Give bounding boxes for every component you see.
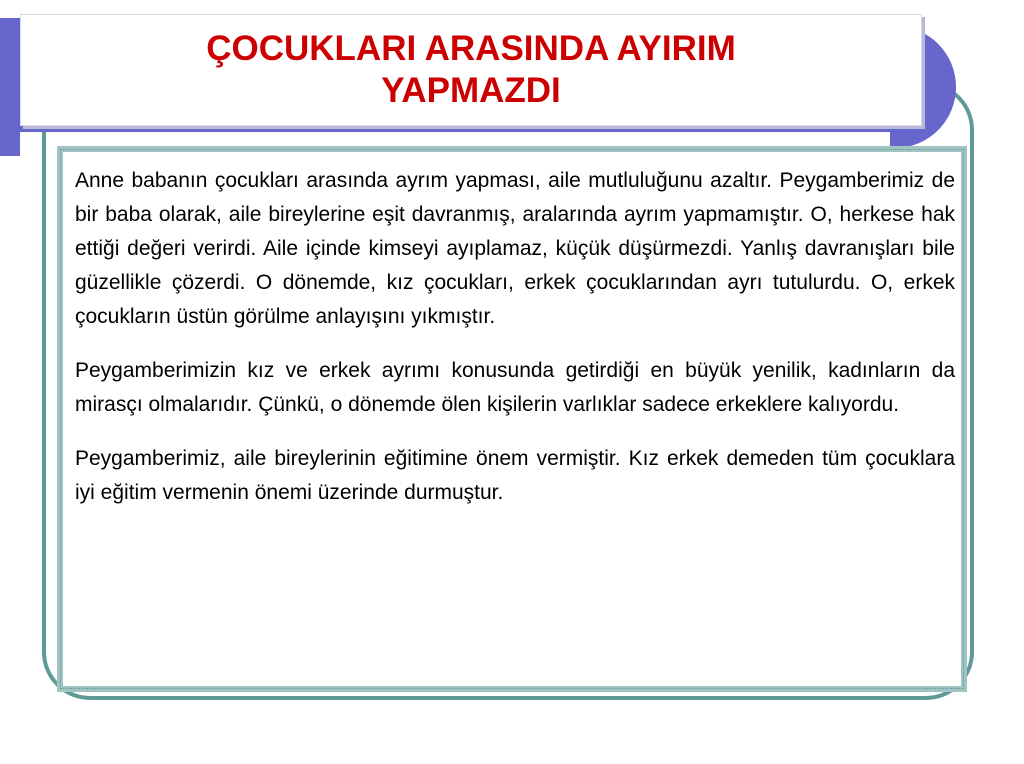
paragraph-1: Anne babanın çocukları arasında ayrım yapması, aile mutluluğunu azaltır. Peygamberimiz de bir baba olarak, aile bireylerine eşit davranmış, aralarında ayrım yapmamıştır. O, herkese hak ettiği değeri verirdi. Aile içinde kimseyi ayıplamaz, küçük düşürmezdi. Yanlış davranışları bile güzellikle çözerdi. O dönemde, kız çocukları, erkek çocuklarından ayrı tutulurdu. O, erkek çocukların üstün görülme anlayışını yıkmıştır. xyxy=(75,169,955,328)
title-line-1: ÇOCUKLARI ARASINDA AYIRIM xyxy=(206,29,736,68)
paragraph-3: Peygamberimiz, aile bireylerinin eğitimine önem vermiştir. Kız erkek demeden tüm çocuklara iyi eğitim vermenin önemi üzerinde durmuştur. xyxy=(75,447,955,504)
paragraph-2: Peygamberimizin kız ve erkek ayrımı konusunda getirdiği en büyük yenilik, kadınların da mirasçı olmalarıdır. Çünkü, o dönemde ölen kişilerin varlıklar sadece erkeklere kalıyordu. xyxy=(75,359,955,416)
content-text xyxy=(75,164,955,530)
slide-title xyxy=(20,28,922,112)
content-box xyxy=(57,146,967,692)
left-accent-bar xyxy=(0,18,20,156)
title-line-2: YAPMAZDI xyxy=(381,71,561,110)
